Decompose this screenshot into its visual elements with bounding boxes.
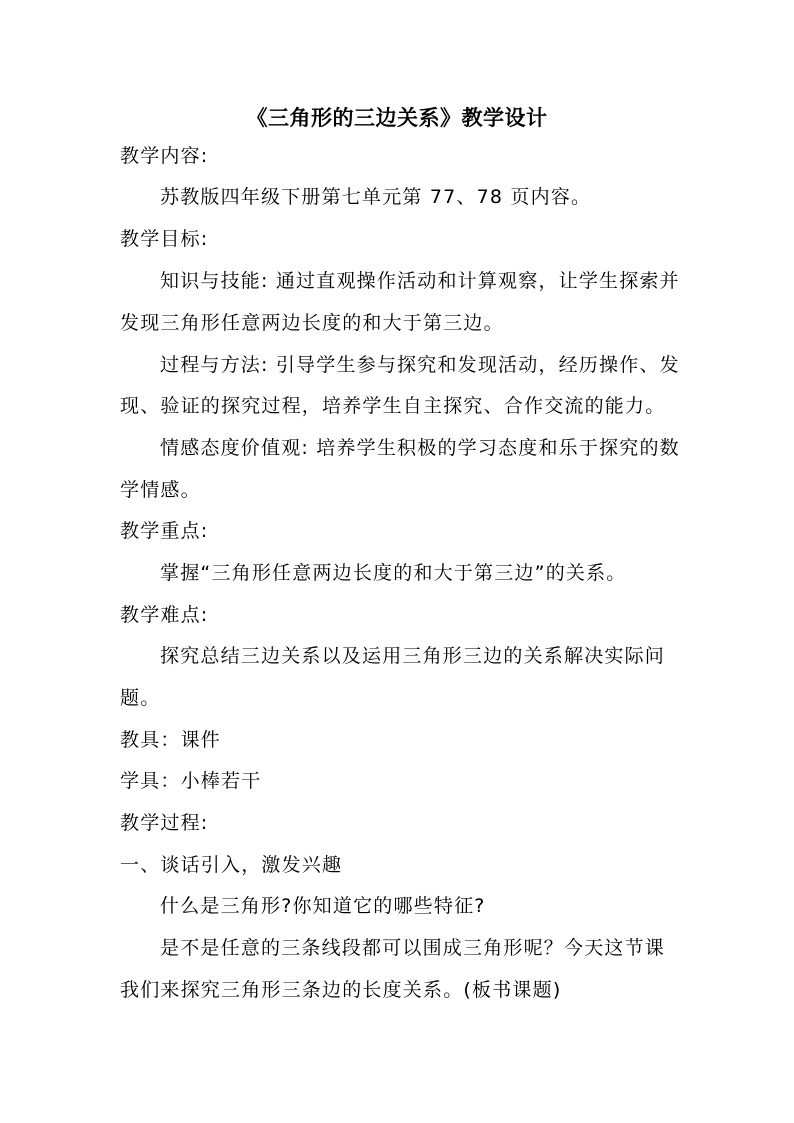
paragraph-knowledge-line-2: 发现三角形任意两边长度的和大于第三边。 [120,312,504,334]
paragraph-key-point: 掌握“三角形任意两边长度的和大于第三边”的关系。 [160,562,627,584]
section-heading-difficulty: 教学难点: [120,604,209,626]
section-heading-key-point: 教学重点: [120,520,209,542]
paragraph-question-1: 什么是三角形?你知道它的哪些特征? [160,895,486,917]
section-heading-goals: 教学目标: [120,228,209,250]
student-materials: 学具：小棒若干 [120,770,262,792]
teaching-aids: 教具：课件 [120,729,222,751]
section-heading-process: 教学过程: [120,812,209,834]
paragraph-question-2-line-1: 是不是任意的三条线段都可以围成三角形呢？今天这节课 [160,937,666,959]
paragraph-attitude-line-2: 学情感。 [120,479,201,501]
paragraph-question-2-line-2: 我们来探究三角形三条边的长度关系。(板书课题) [120,979,562,1001]
step-heading-introduction: 一、谈话引入，激发兴趣 [120,854,343,876]
paragraph-content: 苏教版四年级下册第七单元第 77、78 页内容。 [160,186,592,208]
paragraph-process-line-1: 过程与方法: 引导学生参与探究和发现活动，经历操作、发 [160,354,680,376]
document-title: 《三角形的三边关系》教学设计 [246,106,548,130]
paragraph-difficulty-line-1: 探究总结三边关系以及运用三角形三边的关系解决实际问 [160,645,666,667]
paragraph-difficulty-line-2: 题。 [120,687,161,709]
paragraph-knowledge-line-1: 知识与技能: 通过直观操作活动和计算观察，让学生探索并 [160,270,680,292]
paragraph-process-line-2: 现、验证的探究过程，培养学生自主探究、合作交流的能力。 [120,395,666,417]
paragraph-attitude-line-1: 情感态度价值观: 培养学生积极的学习态度和乐于探究的数 [160,437,680,459]
section-heading-content: 教学内容: [120,145,209,167]
